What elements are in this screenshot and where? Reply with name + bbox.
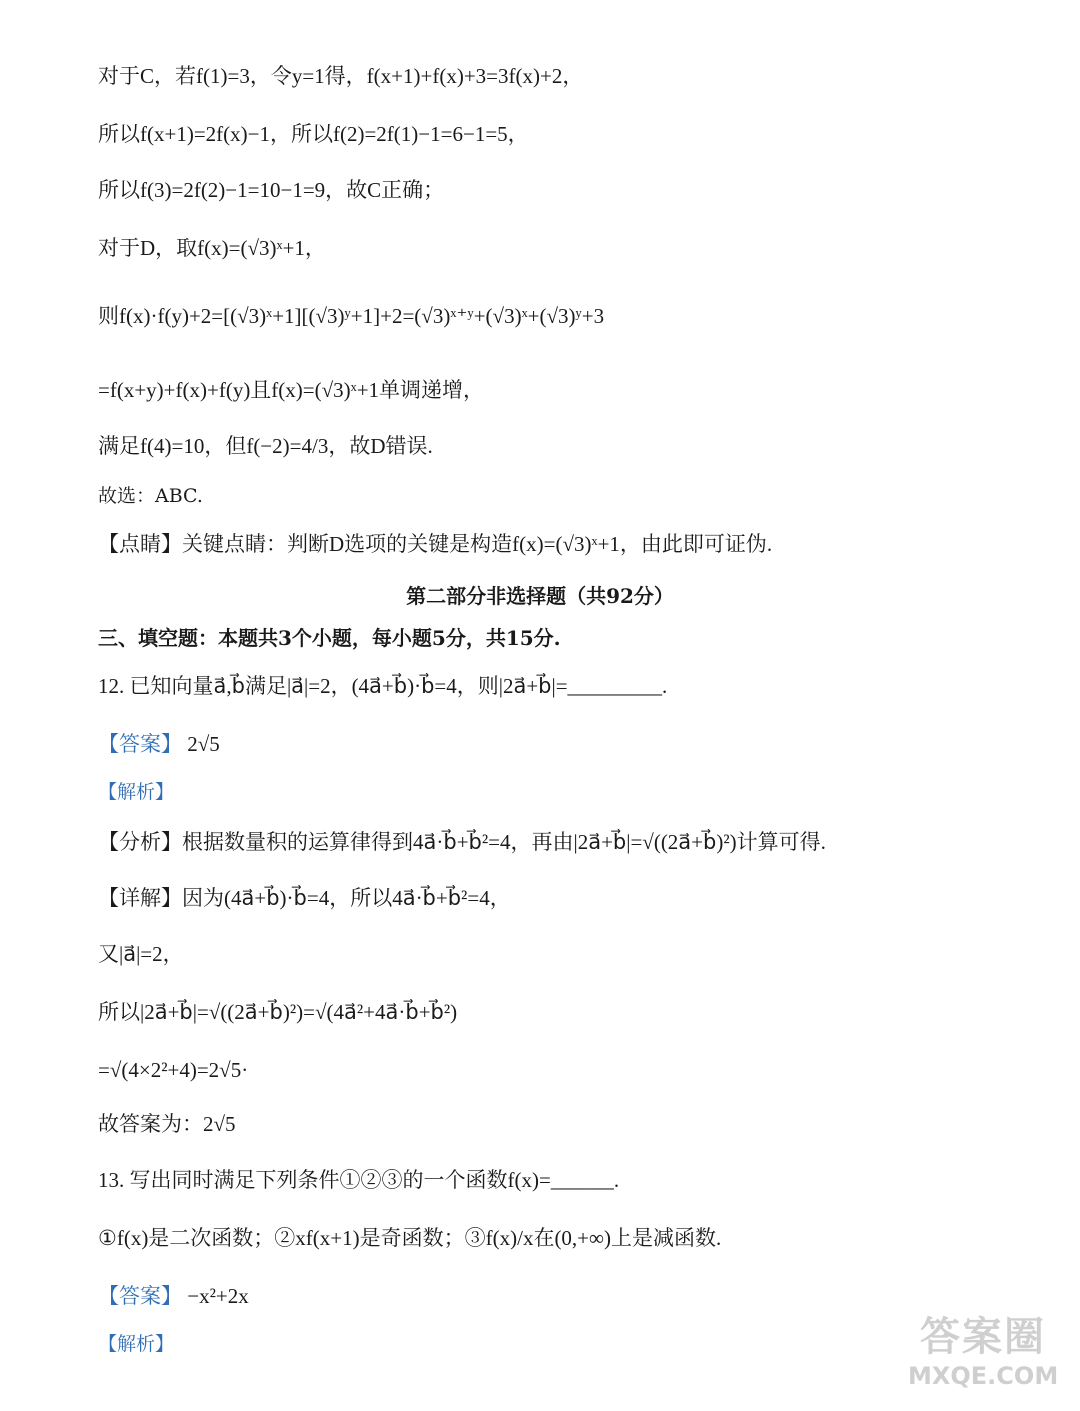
text-line-choice: 故选：ABC. xyxy=(98,485,203,507)
q12-xiangjie-line xyxy=(98,884,511,912)
q13-answer-line xyxy=(98,1282,249,1310)
q12-step2: 所以|2a⃗+b⃗|=√((2a⃗+b⃗)²)=√(4a⃗²+4a⃗·b⃗+b⃗²) xyxy=(98,1000,458,1024)
xiangjie-text: 因为(4a⃗+b⃗)·b⃗=4，所以4a⃗·b⃗+b⃗²=4， xyxy=(182,886,511,910)
fenxi-text: 根据数量积的运算律得到4a⃗·b⃗+b⃗²=4，再由|2a⃗+b⃗|=√((2a⃗+b⃗)²)计算可得. xyxy=(182,830,826,854)
text-line-c3: 所以f(3)=2f(2)−1=10−1=9，故C正确； xyxy=(98,178,445,202)
text-line-c2: 所以f(x+1)=2f(x)−1，所以f(2)=2f(1)−1=6−1=5， xyxy=(98,122,529,146)
watermark-bottom-text: MXQE.COM xyxy=(908,1362,1059,1390)
text-line-d1: 对于D，取f(x)=(√3)ˣ+1， xyxy=(98,236,326,260)
q12-fenxi-line xyxy=(98,828,826,856)
q12-final: 故答案为：2√5 xyxy=(98,1112,236,1136)
q12-answer: 2√5 xyxy=(187,732,220,756)
answer-tag: 【答案】 xyxy=(98,732,182,756)
watermark-logo xyxy=(908,1313,1058,1403)
q13-conditions: ①f(x)是二次函数；②xf(x+1)是奇函数；③f(x)/x在(0,+∞)上是减函数. xyxy=(98,1226,722,1250)
text-line-d3: =f(x+y)+f(x)+f(y)且f(x)=(√3)ˣ+1单调递增， xyxy=(98,378,485,402)
q12-step3: =√(4×2²+4)=2√5· xyxy=(98,1058,249,1082)
q13-question: 13. 写出同时满足下列条件①②③的一个函数f(x)=______. xyxy=(98,1168,620,1192)
jiexi-tag: 【解析】 xyxy=(98,781,175,803)
part-title: 第二部分非选择题（共92分） xyxy=(406,584,674,608)
q12-step1: 又|a⃗|=2， xyxy=(98,942,184,966)
dianjing-tag: 【点睛】 xyxy=(98,532,182,556)
q13-jiexi-line xyxy=(98,1330,174,1358)
q12-answer-line xyxy=(98,730,220,758)
watermark-top-text: 答案圈 xyxy=(920,1314,1046,1360)
xiangjie-tag: 【详解】 xyxy=(98,886,182,910)
text-line-c1: 对于C，若f(1)=3，令y=1得，f(x+1)+f(x)+3=3f(x)+2， xyxy=(98,64,584,88)
section-title: 三、填空题：本题共3个小题，每小题5分，共15分. xyxy=(98,626,561,650)
jiexi-tag: 【解析】 xyxy=(98,1333,175,1355)
dianjing-line xyxy=(98,530,772,558)
q12-question: 12. 已知向量a⃗,b⃗满足|a⃗|=2，(4a⃗+b⃗)·b⃗=4，则|2a⃗+b⃗|=_________. xyxy=(98,674,668,698)
answer-tag: 【答案】 xyxy=(98,1284,182,1308)
q13-answer: −x²+2x xyxy=(187,1284,249,1308)
text-line-d2: 则f(x)·f(y)+2=[(√3)ˣ+1][(√3)ʸ+1]+2=(√3)ˣ⁺ʸ+(√3)ˣ+(√3)ʸ+3 xyxy=(98,304,605,328)
text-line-d4: 满足f(4)=10，但f(−2)=4/3，故D错误. xyxy=(98,434,433,458)
q12-jiexi-line xyxy=(98,778,174,806)
dianjing-text: 关键点睛：判断D选项的关键是构造f(x)=(√3)ˣ+1，由此即可证伪. xyxy=(182,532,773,556)
fenxi-tag: 【分析】 xyxy=(98,830,182,854)
